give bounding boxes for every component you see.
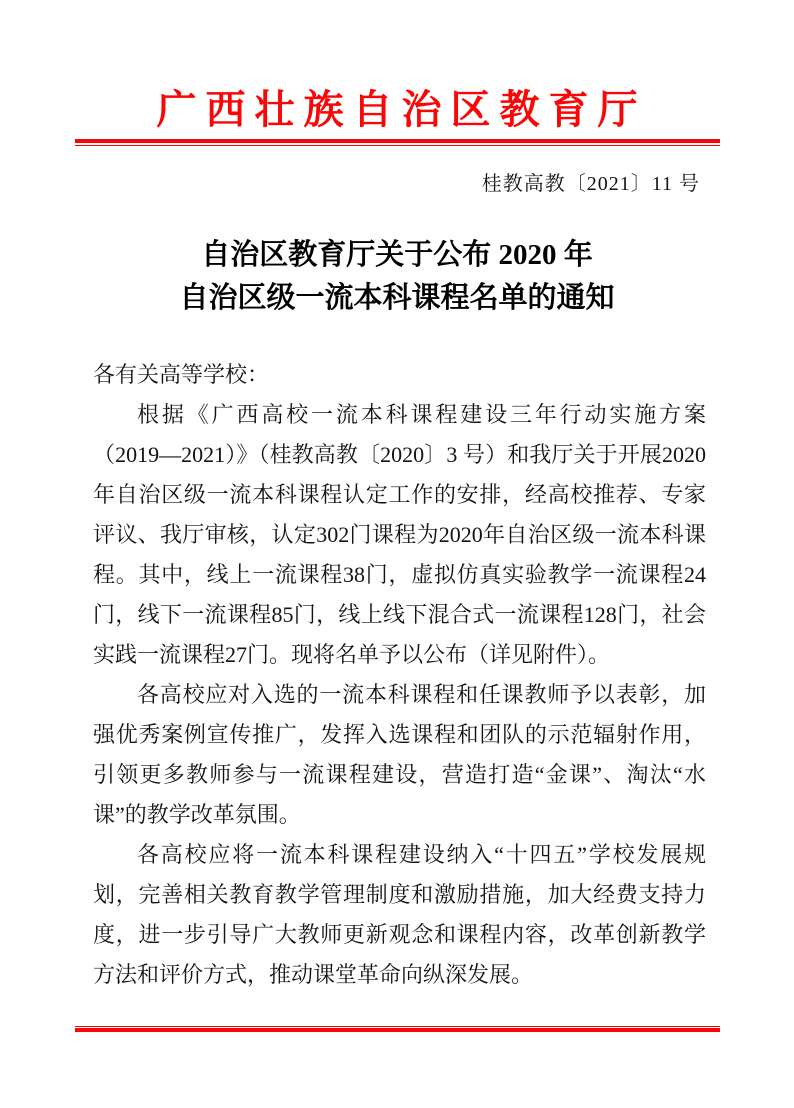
header-divider-thin-line <box>75 145 720 146</box>
notice-title-line-1: 自治区教育厅关于公布 2020 年 <box>201 239 593 271</box>
footer-divider-thick-line <box>75 1028 720 1032</box>
body-paragraph-1: 根据《广西高校一流本科课程建设三年行动实施方案（2019—2021）》（桂教高教〔2020〕3 号）和我厅关于开展2020年自治区级一流本科课程认定工作的安排，经高校推荐、专家评议、我厅审核，认定302门课程为2020年自治区级一流本科课程。其中，线上一流课程38门，虚拟仿真实验教学一流课程24门，线下一流课程85门，线上线下混合式一流课程128门，社会实践一流课程27门。现将名单予以公布（详见附件）。 <box>93 402 706 667</box>
header-divider <box>75 139 720 146</box>
footer-divider <box>75 1026 720 1032</box>
body-paragraph-2: 各高校应对入选的一流本科课程和任课教师予以表彰，加强优秀案例宣传推广，发挥入选课程和团队的示范辐射作用，引领更多教师参与一流课程建设，营造打造“金课”、淘汰“水课”的教学改革氛围。 <box>93 682 706 827</box>
body-paragraph-3: 各高校应将一流本科课程建设纳入“十四五”学校发展规划，完善相关教育教学管理制度和激励措施，加大经费支持力度，进一步引导广大教师更新观念和课程内容，改革创新教学方法和评价方式，推动课堂革命向纵深发展。 <box>93 842 706 987</box>
header-divider-thick-line <box>75 139 720 143</box>
footer-divider-thin-line <box>75 1026 720 1027</box>
letterhead-agency-title: 广西壮族自治区教育厅 <box>156 87 647 132</box>
notice-body <box>93 355 706 995</box>
document-reference-number: 桂教高教〔2021〕11 号 <box>481 173 700 195</box>
notice-title <box>0 234 794 320</box>
notice-title-line-2: 自治区级一流本科课程名单的通知 <box>179 282 615 314</box>
salutation: 各有关高等学校： <box>93 362 270 387</box>
